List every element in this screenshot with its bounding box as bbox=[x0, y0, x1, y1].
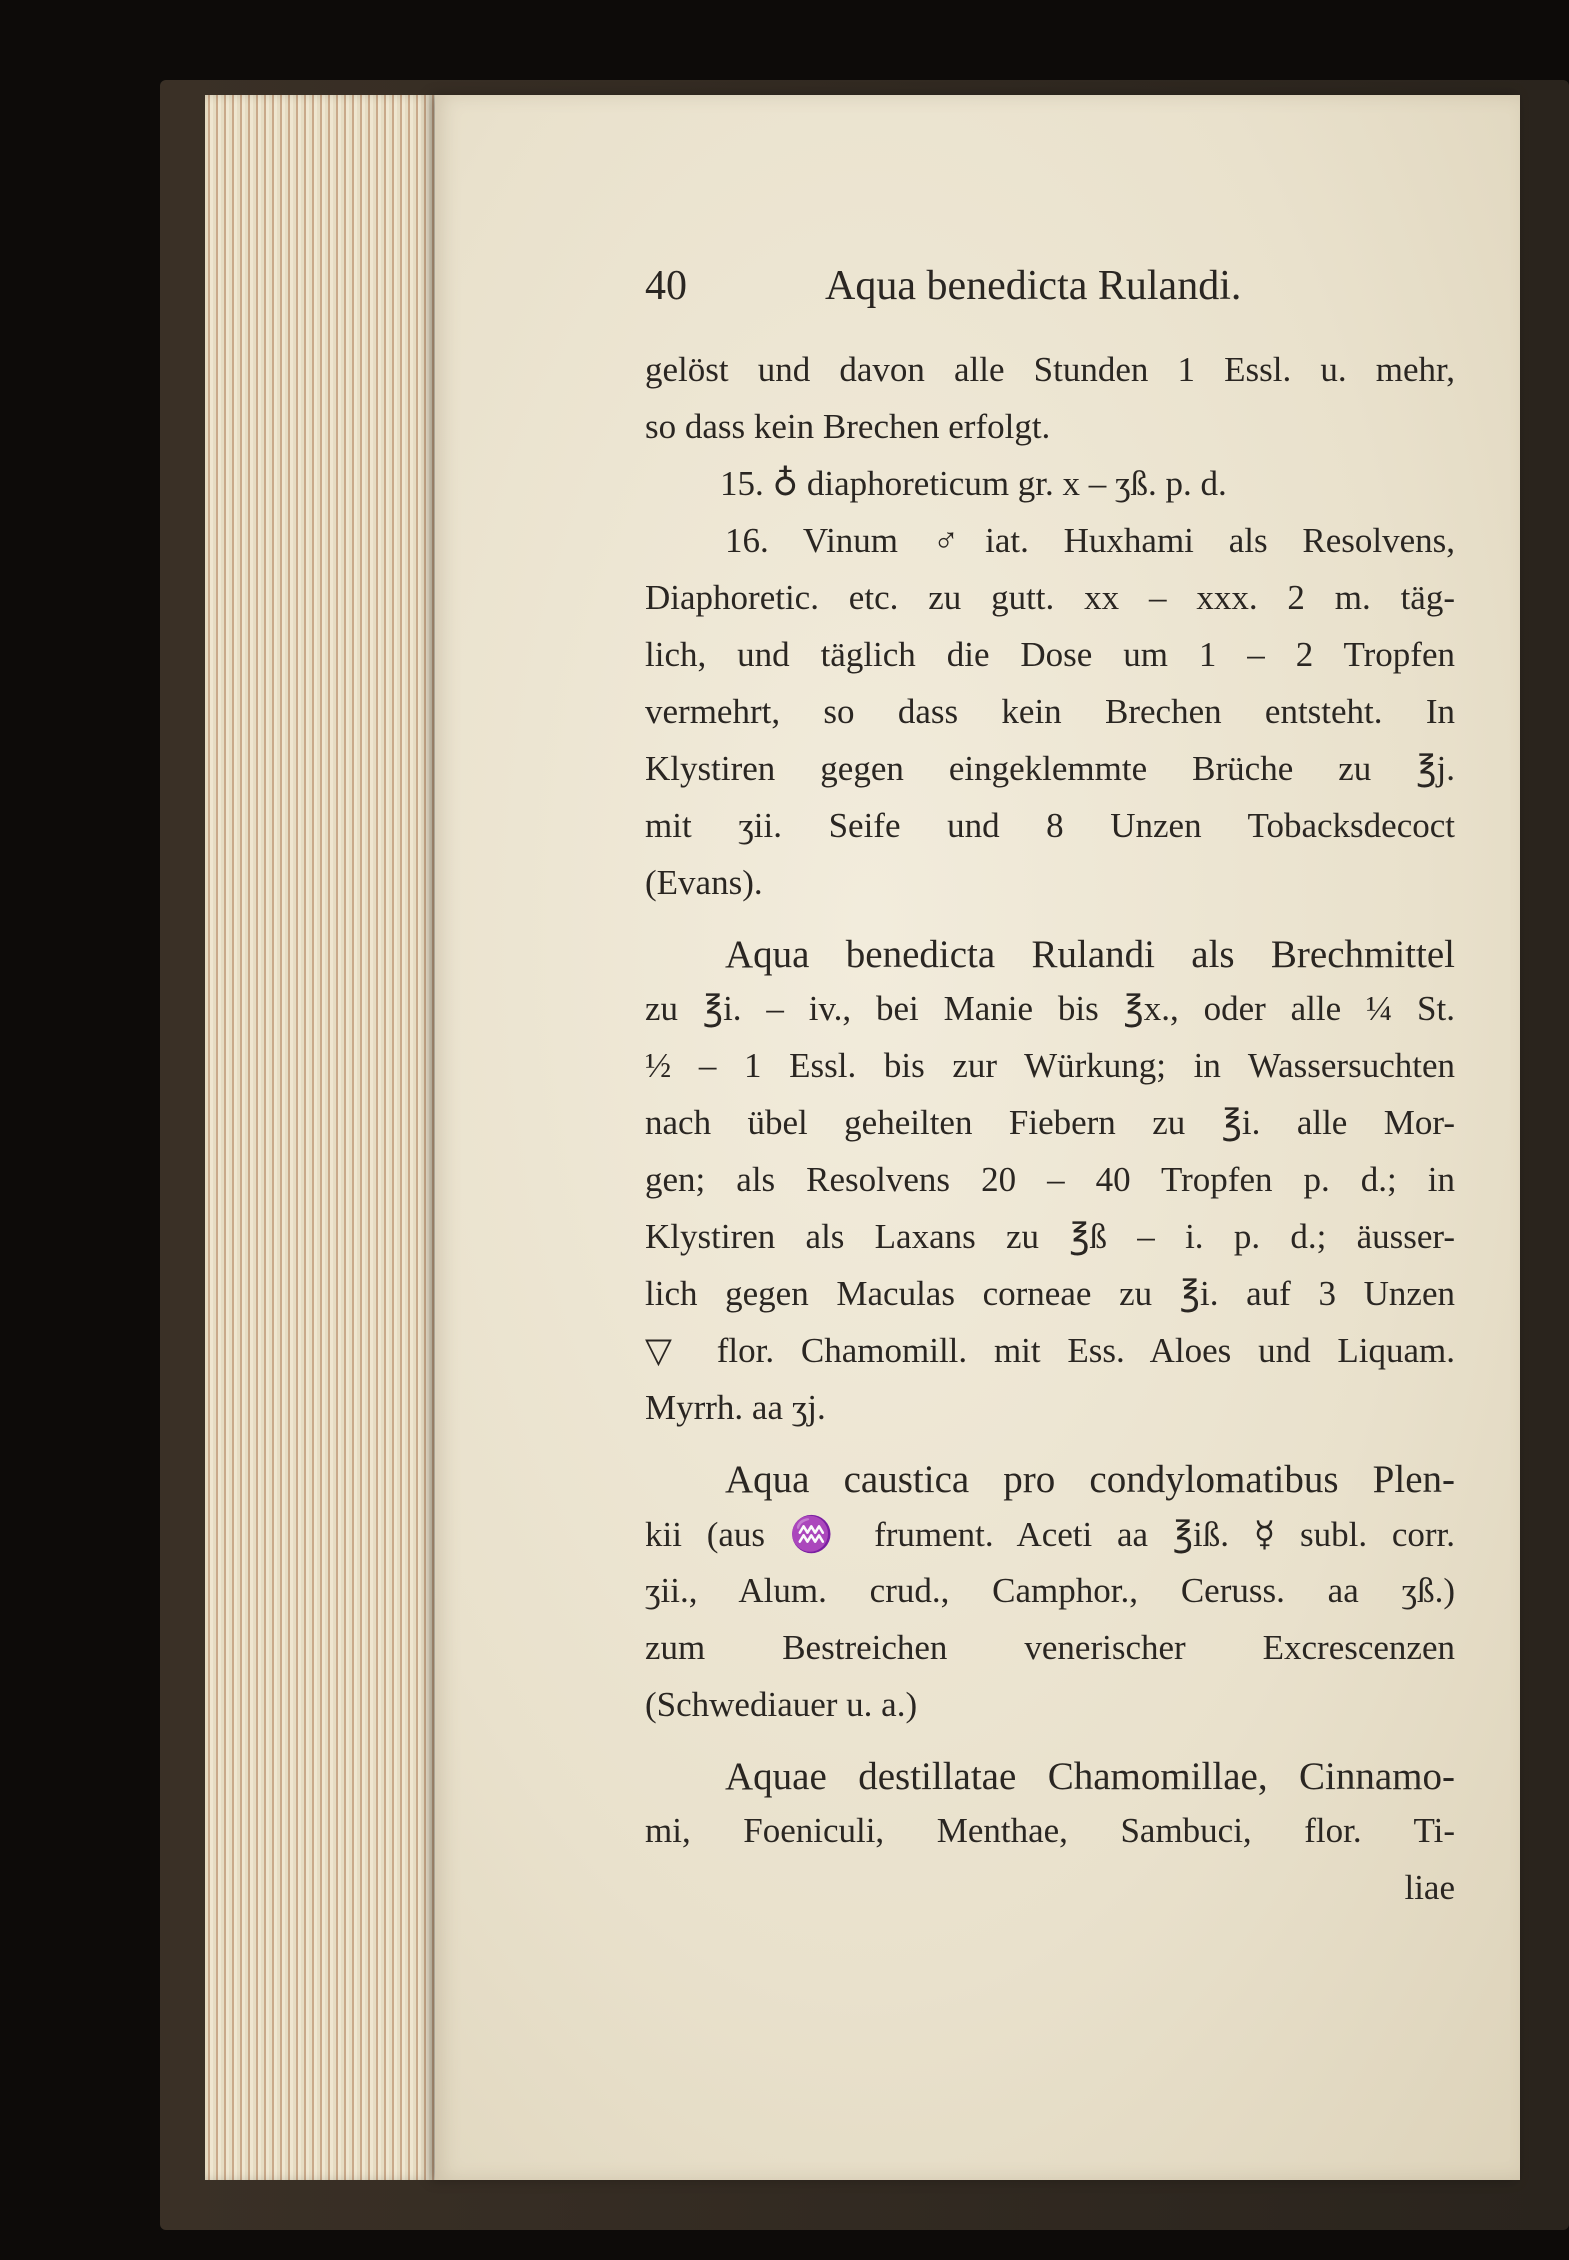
paragraph-gap bbox=[645, 1742, 1455, 1754]
text-line: lich, und täglich die Dose um 1 – 2 Tropfen bbox=[645, 635, 1455, 674]
text-line: vermehrt, so dass kein Brechen entsteht. In bbox=[645, 692, 1455, 731]
text-line: (Schwediauer u. a.) bbox=[645, 1685, 918, 1724]
text-line: so dass kein Brechen erfolgt. bbox=[645, 407, 1051, 446]
text-line: zum Bestreichen venerischer Excrescenzen bbox=[645, 1628, 1455, 1667]
text-line: Aqua caustica pro condylomatibus Plen- bbox=[725, 1458, 1455, 1501]
paragraph-gap bbox=[645, 1445, 1455, 1457]
page-edges bbox=[205, 95, 435, 2180]
text-line: mi, Foeniculi, Menthae, Sambuci, flor. Ti- bbox=[645, 1811, 1455, 1850]
text-line: Klystiren gegen eingeklemmte Brüche zu ℥j. bbox=[645, 749, 1455, 788]
text-line: Diaphoretic. etc. zu gutt. xx – xxx. 2 m. täg- bbox=[645, 578, 1455, 617]
text-line: 15. ♁ diaphoreticum gr. x – ʒß. p. d. bbox=[720, 464, 1227, 503]
text-line: Myrrh. aa ʒj. bbox=[645, 1388, 826, 1427]
text-line: ½ – 1 Essl. bis zur Würkung; in Wassersuchten bbox=[645, 1046, 1455, 1085]
text-line: ▽ flor. Chamomill. mit Ess. Aloes und Liquam. bbox=[645, 1331, 1455, 1370]
text-line: nach übel geheilten Fiebern zu ℥i. alle Mor- bbox=[645, 1103, 1455, 1142]
page-number: 40 bbox=[645, 263, 687, 309]
body-text bbox=[645, 350, 1455, 1925]
text-line: (Evans). bbox=[645, 863, 763, 902]
text-line: gelöst und davon alle Stunden 1 Essl. u. mehr, bbox=[645, 350, 1455, 389]
text-line: Klystiren als Laxans zu ℥ß – i. p. d.; äusser- bbox=[645, 1217, 1455, 1256]
text-line: gen; als Resolvens 20 – 40 Tropfen p. d.; in bbox=[645, 1160, 1455, 1199]
text-line: mit ʒii. Seife und 8 Unzen Tobacksdecoct bbox=[645, 806, 1455, 845]
text-line: kii (aus ♒ frument. Aceti aa ℥iß. ☿ subl. corr. bbox=[645, 1515, 1455, 1554]
running-title: Aqua benedicta Rulandi. bbox=[825, 263, 1242, 309]
text-line: lich gegen Maculas corneae zu ℥i. auf 3 Unzen bbox=[645, 1274, 1455, 1313]
text-line: liae bbox=[1404, 1868, 1455, 1907]
paragraph-gap bbox=[645, 920, 1455, 932]
text-line: Aquae destillatae Chamomillae, Cinnamo- bbox=[725, 1755, 1455, 1798]
text-line: 16. Vinum ♂iat. Huxhami als Resolvens, bbox=[725, 521, 1455, 560]
text-line: Aqua benedicta Rulandi als Brechmittel bbox=[725, 933, 1455, 976]
running-header bbox=[645, 262, 1455, 322]
text-line: ʒii., Alum. crud., Camphor., Ceruss. aa ʒß.) bbox=[645, 1571, 1455, 1610]
text-line: zu ℥i. – iv., bei Manie bis ℥x., oder alle ¼ St. bbox=[645, 989, 1455, 1028]
